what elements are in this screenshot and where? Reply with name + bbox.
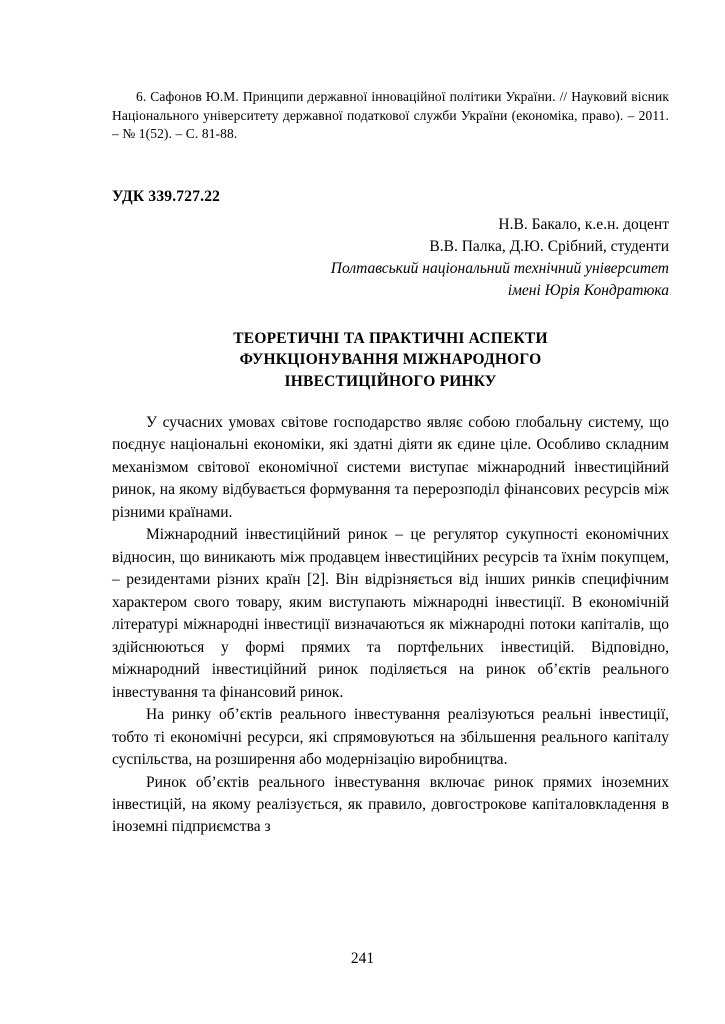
- paragraph: Ринок об’єктів реального інвестування включає ринок прямих іноземних інвестицій, на якому реалізується, як правило, довгострокове капіталовкладення в іноземні підприємства з: [112, 773, 669, 836]
- title-line-2: ФУНКЦІОНУВАННЯ МІЖНАРОДНОГО: [239, 351, 542, 369]
- paragraph: На ринку об’єктів реального інвестування реалізуються реальні інвестиції, тобто ті економічні ресурси, які спрямовуються на збільшення реального капіталу суспільства, на розширення або модернізацію виробництва.: [112, 706, 669, 769]
- title-line-3: ІНВЕСТИЦІЙНОГО РИНКУ: [284, 372, 497, 390]
- page-number: 241: [350, 950, 375, 967]
- paragraph: У сучасних умовах світове господарство являє собою глобальну систему, що поєднує національні економіки, які здатні діяти як єдине ціле. Особливо складним механізмом світової економічної системи виступає міжнародний інвестиційний ринок, на якому відбувається формування та перерозподіл фінансових ресурсів між різними країнами.: [112, 414, 669, 521]
- affiliation-line-2: імені Юрія Кондратюка: [507, 281, 669, 299]
- article-body: [112, 412, 669, 839]
- affiliation-line-1: Полтавський національний технічний університет: [330, 259, 669, 277]
- authors-block: [112, 214, 669, 302]
- author-line-1: Н.В. Бакало, к.е.н. доцент: [498, 215, 669, 233]
- page-title: [112, 328, 669, 392]
- paragraph: Міжнародний інвестиційний ринок – це регулятор сукупності економічних відносин, що виникають між продавцем інвестиційних ресурсів та їхнім покупцем, – резидентами різних країн [2]. Він відрізняється від інших ринків специфічним характером свого товару, яким виступають міжнародні інвестиції. В економічній літературі міжнародні інвестиції визначаються як міжнародні потоки капіталів, що здійснюються у формі прямих та портфельних інвестицій. Відповідно, міжнародний інвестиційний ринок поділяється на ринок об’єктів реального інвестування та фінансовий ринок.: [112, 526, 669, 701]
- author-line-2: В.В. Палка, Д.Ю. Срібний, студенти: [429, 237, 669, 255]
- udk-code: УДК 339.727.22: [112, 187, 221, 205]
- reference-item: 6. Сафонов Ю.М. Принципи державної інноваційної політики України. // Науковий вісник Національного університету державної податкової служби України (економіка, право). – 2011. – № 1(52). – С. 81-88.: [112, 89, 669, 142]
- vertical-spacer: [112, 144, 669, 188]
- title-line-1: ТЕОРЕТИЧНІ ТА ПРАКТИЧНІ АСПЕКТИ: [233, 329, 548, 347]
